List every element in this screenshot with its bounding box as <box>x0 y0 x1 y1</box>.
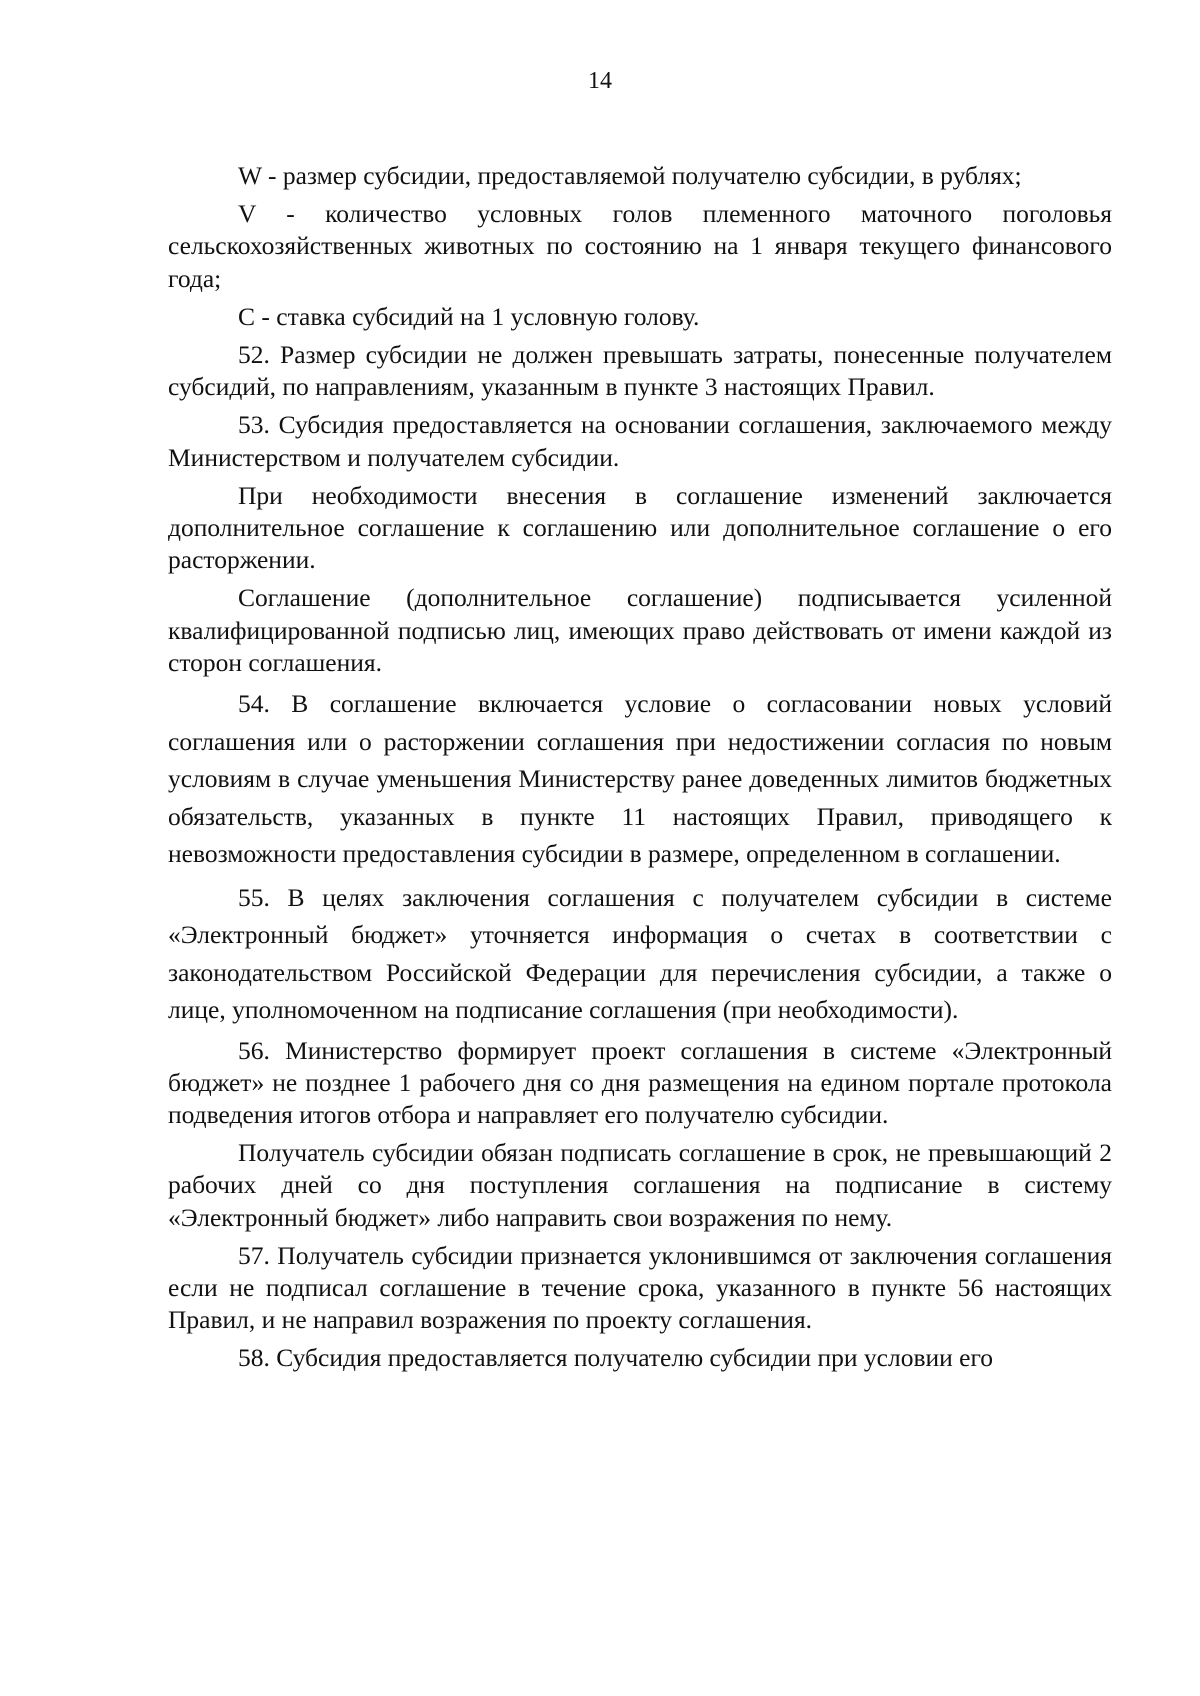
paragraph-57: 57. Получатель субсидии признается уклонившимся от заключения соглашения если не подписал соглашение в течение срока, указанного в пункте 56 настоящих Правил, и не направил возражения по проекту соглашения. <box>168 1240 1112 1335</box>
page-number: 14 <box>588 68 612 94</box>
paragraph-58: 58. Субсидия предоставляется получателю субсидии при условии его <box>238 1343 994 1373</box>
paragraph-53-signature: Соглашение (дополнительное соглашение) подписывается усиленной квалифицированной подписью лиц, имеющих право действовать от имени каждой из сторон соглашения. <box>168 583 1112 677</box>
paragraph-52: 52. Размер субсидии не должен превышать затраты, понесенные получателем субсидий, по направлениям, указанным в пункте 3 настоящих Правил. <box>168 340 1112 402</box>
paragraph-v-definition: V - количество условных голов племенного маточного поголовья сельскохозяйственных животных по состоянию на 1 января текущего финансового года; <box>168 199 1112 293</box>
paragraph-c-definition: C - ставка субсидий на 1 условную голову. <box>238 301 700 331</box>
document-body <box>168 160 1112 1375</box>
paragraph-53-amendments: При необходимости внесения в соглашение изменений заключается дополнительное соглашение к соглашению или дополнительное соглашение о его расторжении. <box>168 480 1112 575</box>
paragraph-w-definition: W - размер субсидии, предоставляемой получателю субсидии, в рублях; <box>238 161 1022 190</box>
paragraph-55: 55. В целях заключения соглашения с получателем субсидии в системе «Электронный бюджет» уточняется информация о счетах в соответствии с законодательством Российской Федерации для перечисления субсидии, а также о лице, уполномоченном на подписание соглашения (при необходимости). <box>168 882 1112 1025</box>
paragraph-53: 53. Субсидия предоставляется на основании соглашения, заключаемого между Министерством и получателем субсидии. <box>168 410 1112 472</box>
paragraph-54: 54. В соглашение включается условие о согласовании новых условий соглашения или о расторжении соглашения при недостижении согласия по новым условиям в случае уменьшения Министерству ранее доведенных лимитов бюджетных обязательств, указанных в пункте 11 настоящих Правил, приводящего к невозможности предоставления субсидии в размере, определенном в соглашении. <box>168 689 1112 869</box>
paragraph-56: 56. Министерство формирует проект соглашения в системе «Электронный бюджет» не позднее 1 рабочего дня со дня размещения на едином портале протокола подведения итогов отбора и направляет его получателю субсидии. <box>168 1035 1112 1129</box>
paragraph-56-signing-term: Получатель субсидии обязан подписать соглашение в срок, не превышающий 2 рабочих дней со дня поступления соглашения на подписание в систему «Электронный бюджет» либо направить свои возражения по нему. <box>168 1138 1112 1232</box>
